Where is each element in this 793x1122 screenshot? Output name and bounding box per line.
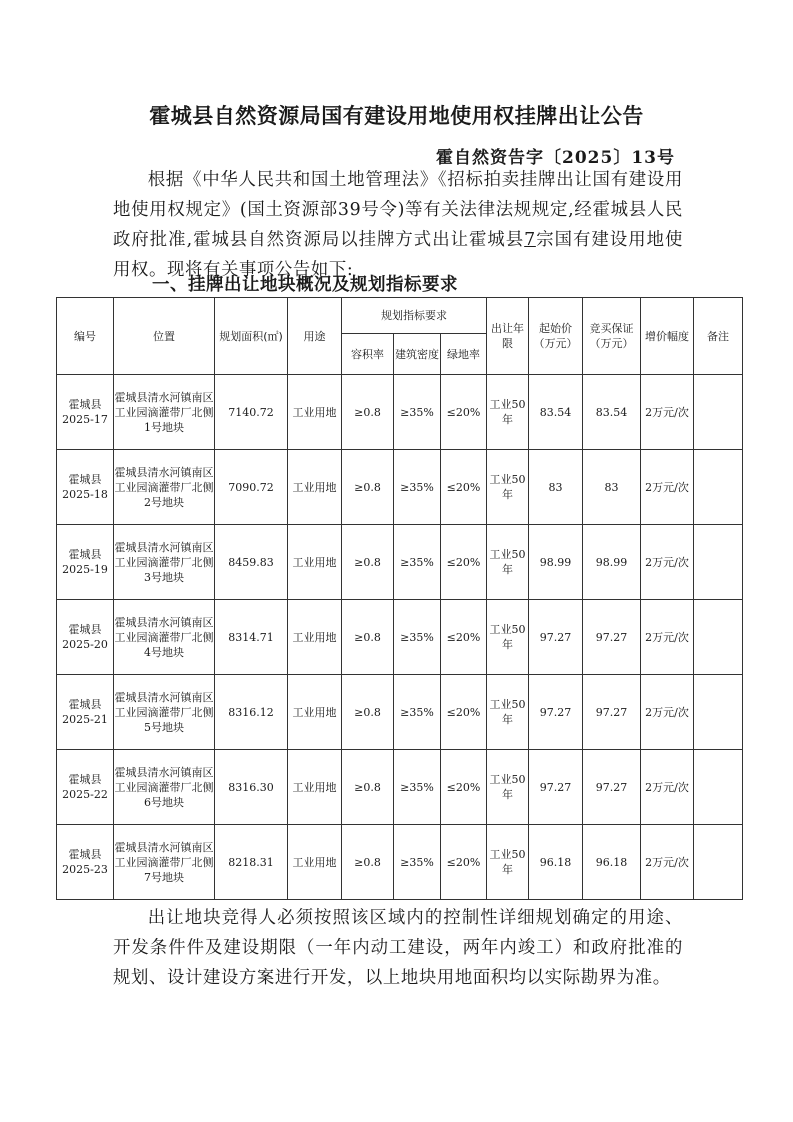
header-remark: 备注 xyxy=(694,298,743,375)
cell-green: ≤20% xyxy=(441,525,487,600)
cell-deposit: 98.99 xyxy=(583,525,641,600)
cell-green: ≤20% xyxy=(441,675,487,750)
cell-term: 工业50年 xyxy=(487,375,529,450)
cell-use: 工业用地 xyxy=(288,375,342,450)
cell-term: 工业50年 xyxy=(487,600,529,675)
cell-increment: 2万元/次 xyxy=(641,525,694,600)
header-use: 用途 xyxy=(288,298,342,375)
code-number: 2025-17 xyxy=(62,413,108,426)
cell-area: 8316.12 xyxy=(215,675,288,750)
cell-increment: 2万元/次 xyxy=(641,450,694,525)
cell-deposit: 97.27 xyxy=(583,600,641,675)
table-row xyxy=(57,375,743,450)
cell-start-price: 97.27 xyxy=(529,600,583,675)
header-code: 编号 xyxy=(57,298,114,375)
header-deposit: 竞买保证（万元） xyxy=(583,298,641,375)
cell-increment: 2万元/次 xyxy=(641,750,694,825)
page-title: 霍城县自然资源局国有建设用地使用权挂牌出让公告 xyxy=(149,103,644,128)
cell-density: ≥35% xyxy=(394,825,441,900)
cell-far: ≥0.8 xyxy=(342,375,394,450)
table-row xyxy=(57,675,743,750)
cell-use: 工业用地 xyxy=(288,600,342,675)
cell-start-price: 83.54 xyxy=(529,375,583,450)
table-row xyxy=(57,600,743,675)
cell-location: 霍城县清水河镇南区工业园滴灌带厂北侧4号地块 xyxy=(114,600,215,675)
cell-code xyxy=(57,675,114,750)
cell-deposit: 83.54 xyxy=(583,375,641,450)
code-prefix: 霍城县 xyxy=(68,548,102,561)
cell-increment: 2万元/次 xyxy=(641,675,694,750)
code-number: 2025-23 xyxy=(62,863,108,876)
code-prefix: 霍城县 xyxy=(68,623,102,636)
code-prefix: 霍城县 xyxy=(68,698,102,711)
cell-deposit: 97.27 xyxy=(583,750,641,825)
cell-code xyxy=(57,750,114,825)
cell-use: 工业用地 xyxy=(288,750,342,825)
cell-term: 工业50年 xyxy=(487,525,529,600)
code-prefix: 霍城县 xyxy=(68,773,102,786)
cell-location: 霍城县清水河镇南区工业园滴灌带厂北侧3号地块 xyxy=(114,525,215,600)
code-number: 2025-19 xyxy=(62,563,108,576)
table-row xyxy=(57,825,743,900)
cell-use: 工业用地 xyxy=(288,450,342,525)
cell-area: 8316.30 xyxy=(215,750,288,825)
cell-area: 8314.71 xyxy=(215,600,288,675)
cell-code xyxy=(57,600,114,675)
cell-remark xyxy=(694,675,743,750)
intro-text-after: 宗国有建设用地使用权。现将有关事项公告如下: xyxy=(113,230,683,280)
cell-area: 7140.72 xyxy=(215,375,288,450)
cell-green: ≤20% xyxy=(441,825,487,900)
header-area: 规划面积(㎡) xyxy=(215,298,288,375)
cell-use: 工业用地 xyxy=(288,525,342,600)
header-density: 建筑密度 xyxy=(394,334,441,375)
code-number: 2025-18 xyxy=(62,488,108,501)
table-row xyxy=(57,750,743,825)
cell-area: 8218.31 xyxy=(215,825,288,900)
cell-far: ≥0.8 xyxy=(342,675,394,750)
cell-remark xyxy=(694,375,743,450)
cell-remark xyxy=(694,450,743,525)
cell-green: ≤20% xyxy=(441,375,487,450)
cell-start-price: 98.99 xyxy=(529,525,583,600)
cell-term: 工业50年 xyxy=(487,750,529,825)
table-header-row xyxy=(57,298,743,334)
cell-density: ≥35% xyxy=(394,375,441,450)
table-row xyxy=(57,525,743,600)
cell-deposit: 96.18 xyxy=(583,825,641,900)
cell-density: ≥35% xyxy=(394,600,441,675)
cell-density: ≥35% xyxy=(394,450,441,525)
cell-term: 工业50年 xyxy=(487,450,529,525)
header-green: 绿地率 xyxy=(441,334,487,375)
code-prefix: 霍城县 xyxy=(68,848,102,861)
code-number: 2025-22 xyxy=(62,788,108,801)
code-number: 2025-21 xyxy=(62,713,108,726)
parcel-count: 7 xyxy=(524,230,536,250)
cell-increment: 2万元/次 xyxy=(641,825,694,900)
header-start-price: 起始价（万元） xyxy=(529,298,583,375)
table-row xyxy=(57,450,743,525)
cell-far: ≥0.8 xyxy=(342,825,394,900)
document-number: 霍自然资告字〔2025〕13号 xyxy=(436,148,675,168)
cell-far: ≥0.8 xyxy=(342,525,394,600)
header-term: 出让年限 xyxy=(487,298,529,375)
cell-start-price: 96.18 xyxy=(529,825,583,900)
cell-density: ≥35% xyxy=(394,525,441,600)
header-location: 位置 xyxy=(114,298,215,375)
code-prefix: 霍城县 xyxy=(68,398,102,411)
cell-remark xyxy=(694,825,743,900)
cell-increment: 2万元/次 xyxy=(641,375,694,450)
cell-code xyxy=(57,525,114,600)
cell-deposit: 97.27 xyxy=(583,675,641,750)
code-number: 2025-20 xyxy=(62,638,108,651)
header-far: 容积率 xyxy=(342,334,394,375)
cell-remark xyxy=(694,525,743,600)
cell-location: 霍城县清水河镇南区工业园滴灌带厂北侧5号地块 xyxy=(114,675,215,750)
section-heading: 一、挂牌出让地块概况及规划指标要求 xyxy=(152,275,458,295)
cell-location: 霍城县清水河镇南区工业园滴灌带厂北侧2号地块 xyxy=(114,450,215,525)
cell-remark xyxy=(694,750,743,825)
cell-use: 工业用地 xyxy=(288,825,342,900)
intro-text-before: 根据《中华人民共和国土地管理法》《招标拍卖挂牌出让国有建设用地使用权规定》(国土资源部39号令)等有关法律法规规定,经霍城县人民政府批准,霍城县自然资源局以挂牌方式出让霍城县 xyxy=(113,170,683,250)
cell-start-price: 97.27 xyxy=(529,675,583,750)
cell-density: ≥35% xyxy=(394,750,441,825)
cell-term: 工业50年 xyxy=(487,825,529,900)
cell-green: ≤20% xyxy=(441,600,487,675)
cell-code xyxy=(57,825,114,900)
cell-start-price: 83 xyxy=(529,450,583,525)
cell-green: ≤20% xyxy=(441,750,487,825)
cell-code xyxy=(57,450,114,525)
cell-location: 霍城县清水河镇南区工业园滴灌带厂北侧7号地块 xyxy=(114,825,215,900)
cell-area: 8459.83 xyxy=(215,525,288,600)
cell-green: ≤20% xyxy=(441,450,487,525)
cell-density: ≥35% xyxy=(394,675,441,750)
cell-location: 霍城县清水河镇南区工业园滴灌带厂北侧1号地块 xyxy=(114,375,215,450)
cell-remark xyxy=(694,600,743,675)
cell-deposit: 83 xyxy=(583,450,641,525)
parcel-table xyxy=(56,297,743,900)
cell-area: 7090.72 xyxy=(215,450,288,525)
closing-paragraph: 出让地块竞得人必须按照该区域内的控制性详细规划确定的用途、开发条件件及建设期限（一年内动工建设，两年内竣工）和政府批准的规划、设计建设方案进行开发，以上地块用地面积均以实际勘界为准。 xyxy=(113,908,683,988)
header-increment: 增价幅度 xyxy=(641,298,694,375)
header-indicators: 规划指标要求 xyxy=(342,298,487,334)
cell-term: 工业50年 xyxy=(487,675,529,750)
cell-far: ≥0.8 xyxy=(342,600,394,675)
cell-code xyxy=(57,375,114,450)
cell-far: ≥0.8 xyxy=(342,450,394,525)
cell-use: 工业用地 xyxy=(288,675,342,750)
cell-increment: 2万元/次 xyxy=(641,600,694,675)
cell-far: ≥0.8 xyxy=(342,750,394,825)
code-prefix: 霍城县 xyxy=(68,473,102,486)
intro-paragraph xyxy=(113,165,683,285)
cell-start-price: 97.27 xyxy=(529,750,583,825)
cell-location: 霍城县清水河镇南区工业园滴灌带厂北侧6号地块 xyxy=(114,750,215,825)
